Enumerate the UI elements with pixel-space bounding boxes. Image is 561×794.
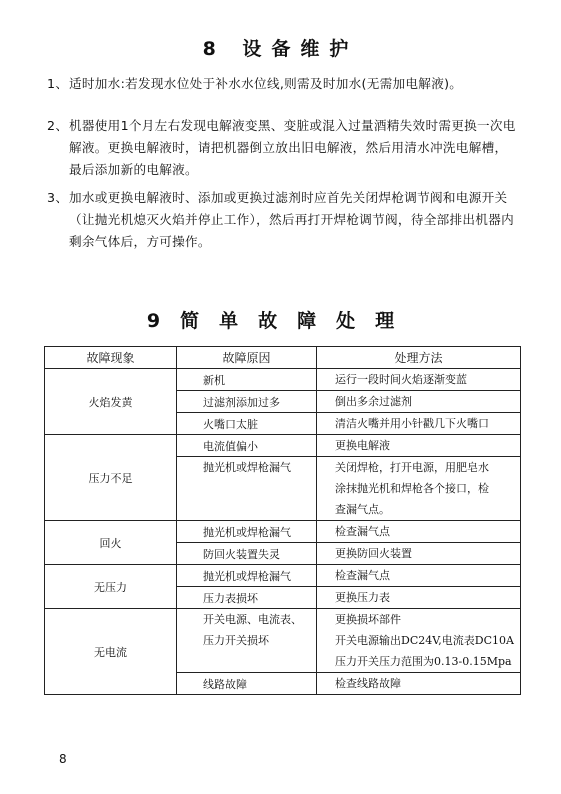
item-text: 机器使用1个月左右发现电解液变黑、变脏或混入过量酒精失效时需更换一次电解液。更换电解液时，请把机器倒立放出旧电解液，然后用清水冲洗电解槽，最后添加新的电解液。 <box>69 118 516 177</box>
item-number: 3、 <box>47 190 69 205</box>
table-row <box>45 369 521 391</box>
item-text: 适时加水:若发现水位处于补水水位线,则需及时加水(无需加电解液)。 <box>69 76 463 91</box>
section-8-title: 8 设备维护 <box>202 38 359 60</box>
fault-solution <box>317 413 521 435</box>
table-body <box>45 369 521 695</box>
fault-solution <box>317 391 521 413</box>
fault-cause: 防回火装置失灵 <box>177 543 317 565</box>
fault-phenomenon: 无电流 <box>45 609 177 695</box>
solution-line: 查漏气点。 <box>335 503 390 516</box>
solution-line: 更换压力表 <box>335 591 390 604</box>
fault-cause: 压力表损坏 <box>177 587 317 609</box>
solution-line: 涂抹抛光机和焊枪各个接口，检 <box>335 482 489 495</box>
header-solution: 处理方法 <box>317 347 521 369</box>
maintenance-item-3 <box>47 187 517 253</box>
solution-line: 运行一段时间火焰逐渐变蓝 <box>335 373 467 386</box>
fault-cause: 抛光机或焊枪漏气 <box>177 521 317 543</box>
fault-phenomenon: 压力不足 <box>45 435 177 521</box>
header-cause: 故障原因 <box>177 347 317 369</box>
solution-line: 倒出多余过滤剂 <box>335 395 412 408</box>
maintenance-item-2 <box>47 115 517 181</box>
page-number: 8 <box>59 752 67 766</box>
solution-line: 更换损坏部件 <box>335 613 401 626</box>
solution-line: 检查漏气点 <box>335 525 390 538</box>
troubleshooting-table <box>44 346 521 695</box>
fault-phenomenon: 无压力 <box>45 565 177 609</box>
fault-solution <box>317 673 521 695</box>
table-row <box>45 435 521 457</box>
fault-cause: 新机 <box>177 369 317 391</box>
table-row <box>45 609 521 673</box>
solution-line: 检查漏气点 <box>335 569 390 582</box>
fault-cause: 电流值偏小 <box>177 435 317 457</box>
solution-line: 开关电源输出DC24V,电流表DC10A <box>335 634 514 647</box>
table-row <box>45 565 521 587</box>
fault-cause: 过滤剂添加过多 <box>177 391 317 413</box>
table-row <box>45 521 521 543</box>
fault-cause: 抛光机或焊枪漏气 <box>177 457 317 521</box>
fault-phenomenon: 火焰发黄 <box>45 369 177 435</box>
fault-solution <box>317 609 521 673</box>
item-number: 2、 <box>47 118 69 133</box>
solution-line: 检查线路故障 <box>335 677 401 690</box>
fault-solution <box>317 369 521 391</box>
fault-solution <box>317 457 521 521</box>
table-header-row <box>45 347 521 369</box>
fault-solution <box>317 587 521 609</box>
fault-cause: 火嘴口太脏 <box>177 413 317 435</box>
solution-line: 关闭焊枪，打开电源，用肥皂水 <box>335 461 489 474</box>
maintenance-item-1 <box>47 73 517 95</box>
fault-solution <box>317 435 521 457</box>
fault-cause: 线路故障 <box>177 673 317 695</box>
fault-phenomenon: 回火 <box>45 521 177 565</box>
header-phenomenon: 故障现象 <box>45 347 177 369</box>
fault-solution <box>317 521 521 543</box>
solution-line: 压力开关压力范围为0.13-0.15Mpa <box>335 655 512 668</box>
item-text: 加水或更换电解液时、添加或更换过滤剂时应首先关闭焊枪调节阀和电源开关（让抛光机熄灭火焰并停止工作），然后再打开焊枪调节阀，待全部排出机器内剩余气体后，方可操作。 <box>69 190 514 249</box>
fault-solution <box>317 543 521 565</box>
item-number: 1、 <box>47 76 69 91</box>
fault-cause: 开关电源、电流表、压力开关损坏 <box>177 609 317 673</box>
solution-line: 更换防回火装置 <box>335 547 412 560</box>
fault-cause: 抛光机或焊枪漏气 <box>177 565 317 587</box>
fault-solution <box>317 565 521 587</box>
solution-line: 清洁火嘴并用小针戳几下火嘴口 <box>335 417 489 430</box>
solution-line: 更换电解液 <box>335 439 390 452</box>
section-9-title: 9简单故障处理 <box>146 310 415 332</box>
